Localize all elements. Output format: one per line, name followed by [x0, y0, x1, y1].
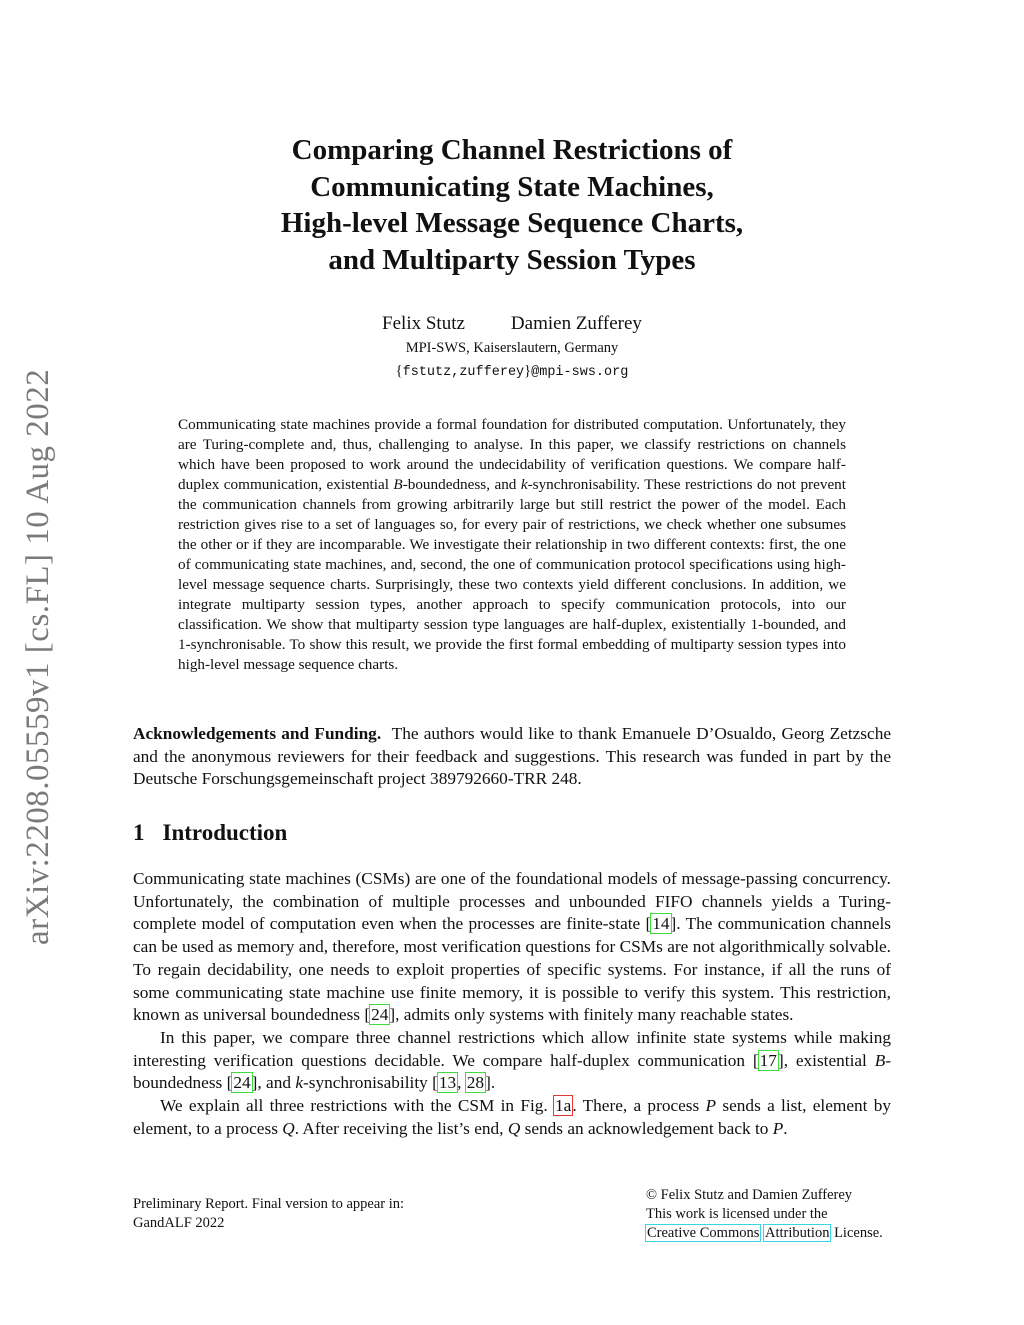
- math-symbol: P: [705, 1096, 717, 1116]
- copyright-line: © Felix Stutz and Damien Zufferey: [646, 1187, 853, 1203]
- attribution-link[interactable]: Attribution: [765, 1225, 830, 1241]
- math-symbol: Q: [507, 1118, 521, 1138]
- email-brace-close: }: [524, 363, 532, 379]
- author-name: Damien Zufferey: [510, 313, 642, 334]
- math-symbol: P: [772, 1118, 784, 1138]
- citation-link[interactable]: 17: [759, 1050, 777, 1070]
- acknowledgements-text: The authors would like to thank Emanuele D’Osualdo, Georg Zetzsche and the anonymous reviewers for their feedback and suggestions. This research was funded in part by the Deutsche Forschungsgemeinschaft project 389792660-TRR 248.: [133, 724, 892, 789]
- text-run: ]. The communication channels can be used as memory and, therefore, most verification questions for CSMs are not algorithmically solvable. To regain decidability, one needs to exploit properties of specific systems. For instance, if all the runs of some communicating state machine use finite memory, it is possible to verify this system. This restriction, known as universal boundedness [: [133, 914, 891, 1025]
- text-run: sends a list, element by element, to a process: [133, 1096, 891, 1138]
- title-line: Comparing Channel Restrictions of: [291, 134, 733, 166]
- footer-line: GandALF 2022: [133, 1215, 225, 1231]
- text-run: Communicating state machines (CSMs) are one of the foundational models of message-passing concurrency. Unfortunately, the combination of multiple processes and unbounded FIFO channels yields a Turing-complete model of computation even when the processes are finite-state [: [133, 869, 891, 934]
- affiliation: MPI-SWS, Kaiserslautern, Germany: [405, 340, 619, 356]
- abstract-text: -boundedness, and: [402, 476, 521, 493]
- abstract-text: Communicating state machines provide a formal foundation for distributed computation. Unfortunately, they are Turing-complete and, thus, challenging to analyse. In this paper, we classify restrictions on channels which have been proposed to work around the undecidability of verification questions. We compare half-duplex communication, existential: [178, 416, 846, 493]
- text-run: . There, a process: [572, 1096, 706, 1116]
- email-domain: @mpi-sws.org: [531, 365, 629, 380]
- paragraph: [133, 868, 891, 1027]
- license-links: [646, 1224, 883, 1243]
- paper-title: [133, 132, 891, 278]
- text-run: ], and: [251, 1073, 296, 1093]
- title-line: Communicating State Machines,: [310, 170, 714, 203]
- creative-commons-link[interactable]: Creative Commons: [647, 1225, 760, 1241]
- abstract-text: -synchronisability. These restrictions do not prevent the communication channels from growing arbitrarily large but still restrict the power of the model. Each restriction gives rise to a set of languages so, for every pair of restrictions, we check whether one subsumes the other or if they are incomparable. We investigate their relationship in two different contexts: first, the one of communicating state machines, and, second, the one of communication protocol specifications using high-level message sequence charts. Surprisingly, these two contexts yield different conclusions. In addition, we integrate multiparty session types, another approach to specify communication protocols, into our classification. We show that multiparty session type languages are half-duplex, existentially 1-bounded, and 1-synchronisable. To show this result, we provide the first formal embedding of multiparty session types into high-level message sequence charts.: [178, 476, 846, 673]
- author-list: [133, 312, 891, 336]
- citation-link[interactable]: 24: [371, 1005, 389, 1025]
- license-line: This work is licensed under the: [646, 1206, 828, 1222]
- figure-link[interactable]: 1a: [555, 1096, 572, 1116]
- citation-link[interactable]: 28: [466, 1073, 485, 1093]
- title-line: High-level Message Sequence Charts,: [280, 207, 744, 239]
- math-symbol: k: [520, 476, 528, 493]
- text-run: -synchronisability [: [302, 1073, 438, 1093]
- citation-link[interactable]: 24: [233, 1073, 251, 1093]
- arxiv-stamp: arXiv:2208.05559v1 [cs.FL] 10 Aug 2022: [20, 368, 56, 945]
- math-symbol: k: [295, 1073, 303, 1093]
- paragraph: [133, 1027, 891, 1095]
- email-names: fstutz,zufferey: [402, 365, 525, 380]
- text-run: ].: [485, 1073, 496, 1093]
- section-number: 1: [133, 820, 145, 845]
- email-brace-open: {: [395, 363, 403, 379]
- acknowledgements-heading: Acknowledgements and Funding.: [133, 724, 382, 743]
- footer-venue: [133, 1195, 404, 1233]
- text-run: We explain all three restrictions with the CSM in Fig.: [160, 1096, 554, 1116]
- citation-link[interactable]: 14: [652, 914, 670, 934]
- text-run: ,: [457, 1073, 466, 1093]
- text-run: sends an acknowledgement back to: [520, 1118, 773, 1138]
- text-run: ], admits only systems with finitely many reachable states.: [389, 1005, 794, 1025]
- text-run: ], existential: [777, 1050, 875, 1070]
- section-title: Introduction: [162, 820, 288, 845]
- acknowledgements: [133, 723, 891, 791]
- citation-link[interactable]: 13: [438, 1073, 457, 1093]
- text-run: .: [783, 1118, 788, 1138]
- text-run: . After receiving the list’s end,: [294, 1118, 508, 1138]
- author-email: [133, 362, 891, 382]
- title-line: and Multiparty Session Types: [328, 243, 696, 276]
- introduction-body: [133, 868, 891, 1140]
- section-heading: [133, 818, 287, 848]
- license-tail: License.: [830, 1225, 883, 1241]
- footer-license: [646, 1186, 883, 1243]
- author-name: Felix Stutz: [382, 313, 465, 334]
- paragraph: [133, 1095, 891, 1140]
- abstract: [178, 415, 846, 675]
- footer-line: Preliminary Report. Final version to appear in:: [133, 1196, 405, 1212]
- math-symbol: Q: [282, 1118, 295, 1138]
- math-symbol: B: [874, 1050, 886, 1070]
- math-symbol: B: [393, 476, 403, 493]
- text-run: In this paper, we compare three channel restrictions which allow infinite state systems while making interesting verification questions decidable. We compare half-duplex communication [: [133, 1027, 891, 1070]
- text-run: -boundedness [: [133, 1050, 892, 1093]
